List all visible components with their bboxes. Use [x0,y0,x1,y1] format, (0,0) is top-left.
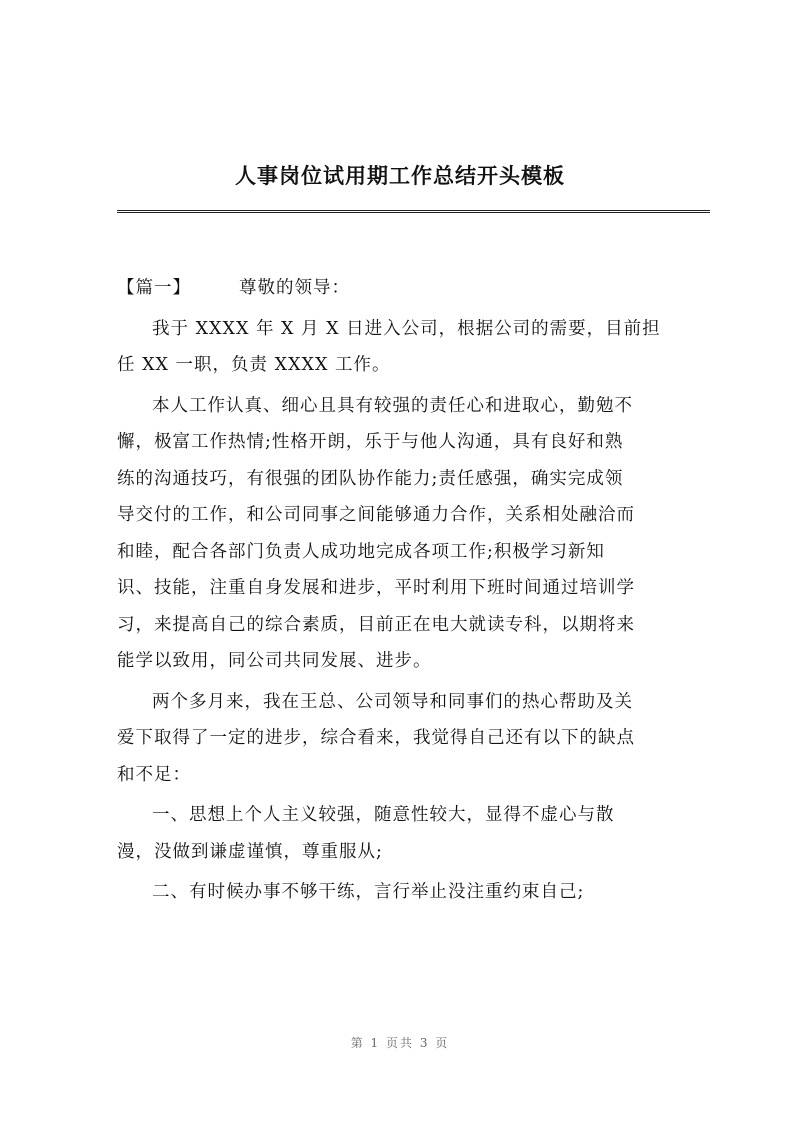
title-divider [117,210,710,213]
paragraph-line: 识、技能，注重自身发展和进步，平时利用下班时间通过培训学 [117,578,635,598]
paragraph-line: 任 XX 一职，负责 XXXX 工作。 [117,355,391,375]
paragraph [117,388,691,680]
section-header-line [117,270,691,307]
paragraph-line: 和不足： [117,764,191,785]
paragraph-line: 漫，没做到谦虚谨慎，尊重服从; [117,841,383,862]
section-tag: 【篇一】 [117,278,191,298]
greeting: 尊敬的领导： [239,278,350,298]
paragraph [117,874,691,911]
paragraph-line: 两个多月来，我在王总、公司领导和同事们的热心帮助及关 [152,691,633,712]
paragraph-line: 能学以致用，同公司共同发展、进步。 [117,651,432,671]
paragraph-line: 一、思想上个人主义较强，随意性较大，显得不虚心与散 [152,805,615,825]
paragraph [117,797,691,870]
paragraph-line: 本人工作认真、细心且具有较强的责任心和进取心，勤勉不 [152,395,633,416]
document-body [117,270,691,915]
paragraph [117,311,691,384]
paragraph-line: 导交付的工作，和公司同事之间能够通力合作，关系相处融洽而 [117,505,635,525]
paragraph-line: 和睦，配合各部门负责人成功地完成各项工作;积极学习新知 [117,541,605,562]
paragraphs [117,311,691,911]
page-footer: 第 1 页共 3 页 [350,1036,450,1050]
paragraph-line: 懈，极富工作热情;性格开朗，乐于与他人沟通，具有良好和熟 [117,432,624,452]
document-title: 人事岗位试用期工作总结开头模板 [235,164,565,188]
paragraph-line: 我于 XXXX 年 X 月 X 日进入公司，根据公司的需要，目前担 [152,318,661,339]
paragraph-line: 练的沟通技巧，有很强的团队协作能力;责任感强，确实完成领 [117,468,624,489]
paragraph [117,684,691,794]
paragraph-line: 爱下取得了一定的进步，综合看来，我觉得自己还有以下的缺点 [117,728,635,748]
paragraph-line: 二、有时候办事不够干练，言行举止没注重约束自己; [152,882,585,902]
paragraph-line: 习，来提高自己的综合素质，目前正在电大就读专科，以期将来 [117,614,635,635]
